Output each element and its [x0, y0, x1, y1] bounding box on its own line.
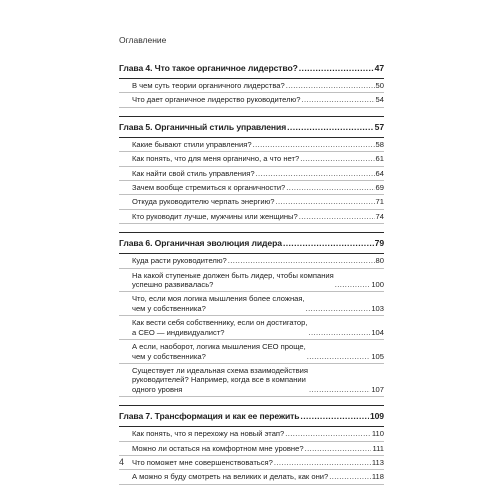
toc-item[interactable] — [119, 340, 384, 364]
toc-item[interactable] — [119, 254, 384, 268]
chapter-title: Глава 6. Органичная эволюция лидера — [119, 238, 282, 249]
toc-item-page: 58 — [375, 139, 384, 149]
page-header: Оглавление — [119, 35, 167, 45]
toc-item[interactable] — [119, 210, 384, 224]
toc-item-text: На какой ступеньке должен быть лидер, чтобы компания успешно развивалась? — [132, 270, 334, 290]
chapter-heading[interactable] — [119, 233, 384, 254]
chapter-6 — [119, 232, 384, 397]
toc-item-page: 54 — [375, 95, 384, 105]
toc-item-page: 113 — [371, 457, 384, 467]
toc-item-page: 50 — [375, 81, 384, 90]
toc-item-page: 103 — [371, 303, 384, 313]
toc-item[interactable] — [119, 442, 384, 456]
toc-item[interactable] — [119, 167, 384, 181]
chapter-title: Глава 5. Органичный стиль управления — [119, 121, 287, 132]
dot-leader — [299, 212, 375, 221]
toc-item[interactable] — [119, 195, 384, 209]
toc-item-text: Можно ли остаться на комфортном мне уровне? — [132, 443, 304, 453]
toc-item[interactable] — [119, 456, 384, 470]
chapter-4 — [119, 58, 384, 108]
toc-item-page: 80 — [375, 256, 384, 266]
toc-item-text: Как вести себя собственнику, если он достигатор, а CEO — индивидуалист? — [132, 318, 308, 337]
chapter-page: 109 — [369, 411, 384, 422]
toc-item[interactable] — [119, 316, 384, 340]
toc-item-page: 110 — [371, 429, 384, 439]
toc-item-text: А можно я буду смотреть на великих и делать, как они? — [132, 472, 329, 482]
dot-leader — [285, 429, 371, 438]
dot-leader — [276, 197, 375, 206]
chapter-page: 47 — [374, 63, 384, 73]
chapter-7 — [119, 405, 384, 485]
chapter-heading[interactable] — [119, 406, 384, 427]
chapter-heading[interactable] — [119, 117, 384, 138]
toc-item-page: 71 — [375, 197, 384, 207]
toc-item-page: 64 — [375, 168, 384, 178]
dot-leader — [300, 411, 369, 421]
dot-leader — [299, 63, 374, 73]
toc-item-page: 111 — [372, 443, 384, 453]
toc-item-page: 100 — [371, 280, 384, 290]
toc-item-text: Куда расти руководителю? — [132, 256, 227, 266]
toc-item-text: В чем суть теории органичного лидерства? — [132, 81, 285, 90]
toc-item[interactable] — [119, 470, 384, 484]
dot-leader — [308, 328, 370, 337]
toc-item[interactable] — [119, 152, 384, 166]
toc-item-text: Зачем вообще стремиться к органичности? — [132, 183, 286, 193]
chapter-title: Глава 4. Что такое органичное лидерство? — [119, 63, 298, 73]
chapter-page: 79 — [374, 238, 384, 249]
toc-item-page: 74 — [375, 211, 384, 221]
dot-leader — [253, 140, 375, 149]
toc-item-text: Как найти свой стиль управления? — [132, 168, 255, 178]
dot-leader — [286, 183, 374, 192]
dot-leader — [305, 444, 372, 453]
dot-leader — [286, 81, 375, 90]
toc-item-page: 118 — [371, 472, 384, 482]
dot-leader — [300, 154, 374, 163]
toc-item[interactable] — [119, 292, 384, 316]
toc-item[interactable] — [119, 427, 384, 441]
chapter-page: 57 — [374, 121, 384, 132]
toc-item-text: Кто руководит лучше, мужчины или женщины? — [132, 211, 298, 221]
toc-item-page: 104 — [371, 327, 384, 337]
toc-item-text: Какие бывают стили управления? — [132, 139, 252, 149]
dot-leader — [274, 458, 371, 467]
toc-item-text: Что поможет мне совершенствоваться? — [132, 457, 273, 467]
chapter-5 — [119, 116, 384, 224]
toc-item[interactable] — [119, 93, 384, 107]
dot-leader — [228, 256, 375, 265]
dot-leader — [301, 95, 374, 104]
toc-item-page: 61 — [375, 154, 384, 164]
toc-item[interactable] — [119, 181, 384, 195]
toc-item-text: Что дает органичное лидерство руководителю? — [132, 95, 301, 105]
page-number: 4 — [119, 457, 125, 467]
dot-leader — [287, 122, 374, 132]
toc-item[interactable] — [119, 138, 384, 152]
table-of-contents — [119, 58, 384, 493]
toc-item-text: Как понять, что для меня органично, а что нет? — [132, 154, 300, 164]
toc-item-text: Существует ли идеальная схема взаимодействия руководителей? Например, когда все в компании одного уровня — [132, 365, 309, 394]
dot-leader — [329, 472, 371, 481]
toc-item-text: Как понять, что я перехожу на новый этап? — [132, 429, 285, 439]
toc-item-page: 69 — [375, 183, 384, 193]
toc-item-page: 107 — [371, 384, 384, 394]
dot-leader — [256, 169, 375, 178]
chapter-heading[interactable] — [119, 58, 384, 79]
toc-item[interactable] — [119, 364, 384, 397]
dot-leader — [307, 352, 371, 361]
toc-item-text: Откуда руководителю черпать энергию? — [132, 197, 275, 207]
dot-leader — [335, 280, 371, 289]
dot-leader — [283, 238, 374, 248]
dot-leader — [306, 304, 371, 313]
toc-item-page: 105 — [371, 351, 384, 361]
toc-item-text: Что, если моя логика мышления более сложная, чем у собственника? — [132, 294, 305, 313]
chapter-title: Глава 7. Трансформация и как ее пережить — [119, 411, 300, 422]
toc-item-text: А если, наоборот, логика мышления CEO проще, чем у собственника? — [132, 342, 306, 361]
toc-item[interactable] — [119, 269, 384, 293]
dot-leader — [309, 385, 370, 394]
toc-item[interactable] — [119, 79, 384, 93]
